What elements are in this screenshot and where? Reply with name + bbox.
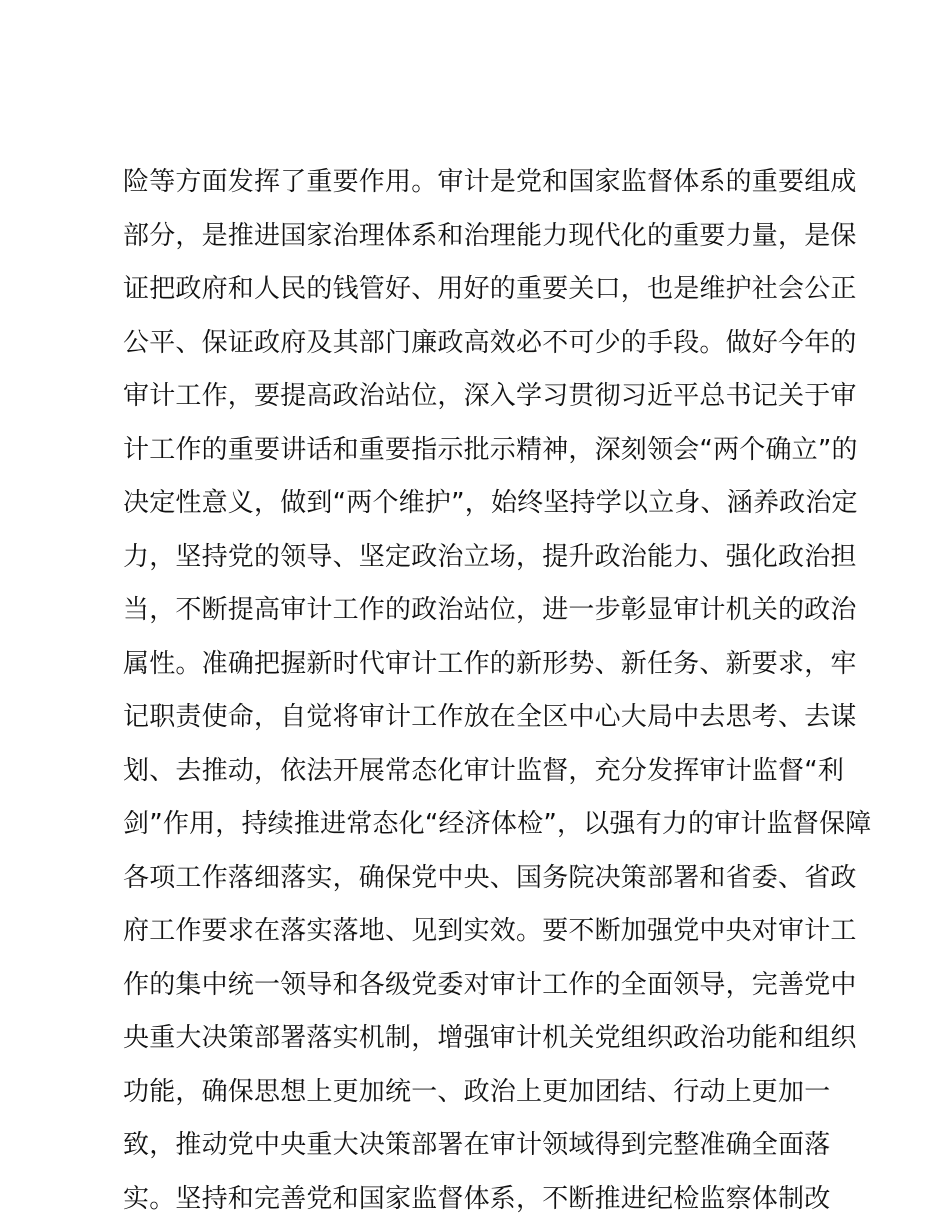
text-line-18: 功能，确保思想上更加统一、政治上更加团结、行动上更加一 [123,1076,831,1107]
text-line-14: 各项工作落细落实，确保党中央、国务院决策部署和省委、省政 [123,862,857,893]
text-line-20: 实。坚持和完善党和国家监督体系，不断推进纪检监察体制改 [123,1183,831,1214]
text-line-17: 央重大决策部署落实机制，增强审计机关党组织政治功能和组织 [123,1023,857,1053]
text-line-5: 审计工作，要提高政治站位，深入学习贯彻习近平总书记关于审 [123,381,857,411]
body-paragraph [123,156,872,1226]
text-line-8: 力，坚持党的领导、坚定政治立场，提升政治能力、强化政治担 [123,541,857,572]
text-line-12: 划、去推动，依法开展常态化审计监督，充分发挥审计监督“利 [123,755,845,786]
text-line-11: 记职责使命，自觉将审计工作放在全区中心大局中去思考、去谋 [123,702,857,732]
text-line-19: 致，推动党中央重大决策部署在审计领域得到完整准确全面落 [123,1130,831,1160]
text-line-2: 部分，是推进国家治理体系和治理能力现代化的重要力量，是保 [123,220,857,251]
text-line-4: 公平、保证政府及其部门廉政高效必不可少的手段。做好今年的 [123,327,857,358]
text-line-1: 险等方面发挥了重要作用。审计是党和国家监督体系的重要组成 [123,167,857,197]
text-line-10: 属性。准确把握新时代审计工作的新形势、新任务、新要求，牢 [123,648,857,679]
text-line-3: 证把政府和人民的钱管好、用好的重要关口，也是维护社会公正 [123,274,857,304]
text-line-9: 当，不断提高审计工作的政治站位，进一步彰显审计机关的政治 [123,595,857,625]
text-line-7: 决定性意义，做到“两个维护”，始终坚持学以立身、涵养政治定 [123,488,858,518]
text-line-16: 作的集中统一领导和各级党委对审计工作的全面领导，完善党中 [123,969,857,1000]
text-line-6: 计工作的重要讲话和重要指示批示精神，深刻领会“两个确立”的 [123,434,858,465]
text-line-13: 剑”作用，持续推进常态化“经济体检”，以强有力的审计监督保障 [123,809,872,839]
text-line-15: 府工作要求在落实落地、见到实效。要不断加强党中央对审计工 [123,916,857,946]
